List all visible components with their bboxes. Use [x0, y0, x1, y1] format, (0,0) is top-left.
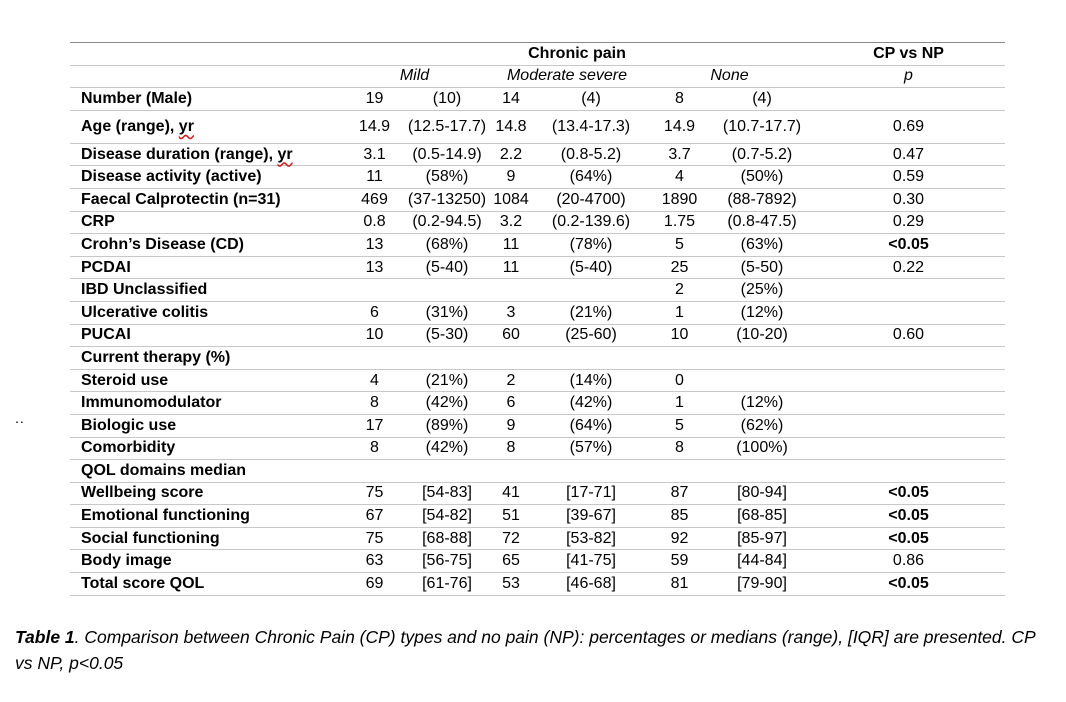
p-value-cell: <0.05 — [812, 573, 1005, 596]
value-cell: (0.8-5.2) — [535, 143, 647, 166]
table-row — [70, 166, 1005, 189]
value-cell — [487, 347, 535, 370]
value-cell: 17 — [342, 414, 407, 437]
value-cell — [342, 347, 407, 370]
row-label — [70, 460, 342, 483]
value-cell: 19 — [342, 88, 407, 111]
value-cell: 1084 — [487, 188, 535, 211]
table-row — [70, 110, 1005, 143]
value-cell: 1890 — [647, 188, 712, 211]
value-cell: (25-60) — [535, 324, 647, 347]
row-label-text: Body image — [81, 552, 172, 570]
value-cell: 0.8 — [342, 211, 407, 234]
value-cell: 8 — [647, 437, 712, 460]
row-label-text: Disease duration (range), — [81, 145, 278, 163]
table-row — [70, 550, 1005, 573]
value-cell: 13 — [342, 234, 407, 257]
value-cell: (64%) — [535, 414, 647, 437]
row-label — [70, 188, 342, 211]
value-cell: (21%) — [407, 369, 487, 392]
p-value-cell — [812, 437, 1005, 460]
value-cell: [80-94] — [712, 482, 812, 505]
value-cell: [39-67] — [535, 505, 647, 528]
value-cell: 11 — [487, 234, 535, 257]
value-cell: 53 — [487, 573, 535, 596]
p-value-cell — [812, 392, 1005, 415]
value-cell — [342, 279, 407, 302]
table-row — [70, 482, 1005, 505]
row-label — [70, 88, 342, 111]
value-cell: (0.2-139.6) — [535, 211, 647, 234]
value-cell — [407, 460, 487, 483]
value-cell: 14 — [487, 88, 535, 111]
value-cell: (10.7-17.7) — [712, 110, 812, 143]
p-value-cell — [812, 279, 1005, 302]
value-cell: [56-75] — [407, 550, 487, 573]
row-label — [70, 143, 342, 166]
value-cell: 14.9 — [647, 110, 712, 143]
row-label — [70, 256, 342, 279]
row-label — [70, 166, 342, 189]
row-label-text: Comorbidity — [81, 439, 176, 457]
value-cell — [487, 279, 535, 302]
value-cell: 65 — [487, 550, 535, 573]
p-value-cell: 0.59 — [812, 166, 1005, 189]
header-p: p — [812, 65, 1005, 88]
row-label-text: Crohn’s Disease (CD) — [81, 235, 244, 253]
value-cell: [79-90] — [712, 573, 812, 596]
value-cell: 4 — [342, 369, 407, 392]
value-cell: 51 — [487, 505, 535, 528]
row-label — [70, 301, 342, 324]
value-cell: [54-83] — [407, 482, 487, 505]
row-label-text: Faecal Calprotectin (n=31) — [81, 190, 281, 208]
value-cell: 14.8 — [487, 110, 535, 143]
value-cell: (21%) — [535, 301, 647, 324]
value-cell: 75 — [342, 482, 407, 505]
row-label-text: Wellbeing score — [81, 484, 204, 502]
value-cell: (42%) — [407, 437, 487, 460]
row-label — [70, 527, 342, 550]
value-cell: 75 — [342, 527, 407, 550]
row-label-text: Current therapy (%) — [81, 348, 231, 366]
value-cell: (14%) — [535, 369, 647, 392]
p-value-cell: <0.05 — [812, 482, 1005, 505]
value-cell: (5-50) — [712, 256, 812, 279]
value-cell: 11 — [487, 256, 535, 279]
p-value-cell: 0.47 — [812, 143, 1005, 166]
header-moderate-severe: Moderate severe — [487, 65, 647, 88]
row-label — [70, 211, 342, 234]
value-cell: 3 — [487, 301, 535, 324]
table-row — [70, 188, 1005, 211]
value-cell: 9 — [487, 166, 535, 189]
value-cell: [53-82] — [535, 527, 647, 550]
value-cell: (4) — [712, 88, 812, 111]
value-cell: (13.4-17.3) — [535, 110, 647, 143]
value-cell: (25%) — [712, 279, 812, 302]
value-cell: (62%) — [712, 414, 812, 437]
p-value-cell — [812, 88, 1005, 111]
stray-mark: .. — [15, 410, 25, 426]
value-cell: (31%) — [407, 301, 487, 324]
table-caption — [15, 624, 1055, 676]
p-value-cell: 0.60 — [812, 324, 1005, 347]
value-cell: (68%) — [407, 234, 487, 257]
row-label — [70, 369, 342, 392]
value-cell — [535, 460, 647, 483]
value-cell: (20-4700) — [535, 188, 647, 211]
value-cell: 8 — [342, 437, 407, 460]
row-label — [70, 482, 342, 505]
value-cell: 10 — [647, 324, 712, 347]
row-label-text: CRP — [81, 213, 115, 231]
value-cell: 85 — [647, 505, 712, 528]
value-cell: (89%) — [407, 414, 487, 437]
value-cell: 81 — [647, 573, 712, 596]
p-value-cell — [812, 301, 1005, 324]
value-cell: 3.2 — [487, 211, 535, 234]
header-mild: Mild — [342, 65, 487, 88]
value-cell: (57%) — [535, 437, 647, 460]
value-cell — [535, 347, 647, 370]
value-cell — [535, 279, 647, 302]
row-label-text: Social functioning — [81, 529, 220, 547]
row-label — [70, 414, 342, 437]
value-cell: (0.7-5.2) — [712, 143, 812, 166]
value-cell: 1 — [647, 301, 712, 324]
row-label — [70, 234, 342, 257]
row-label-unit: yr — [178, 117, 194, 135]
row-label-text: Age (range), — [81, 117, 179, 135]
value-cell — [647, 347, 712, 370]
value-cell: (12.5-17.7) — [407, 110, 487, 143]
row-label — [70, 347, 342, 370]
value-cell: [46-68] — [535, 573, 647, 596]
table-row — [70, 211, 1005, 234]
value-cell: 8 — [487, 437, 535, 460]
header-row-subgroup — [70, 65, 1005, 88]
value-cell: (50%) — [712, 166, 812, 189]
value-cell: 11 — [342, 166, 407, 189]
value-cell — [647, 460, 712, 483]
row-label-text: Disease activity (active) — [81, 168, 262, 186]
value-cell: 469 — [342, 188, 407, 211]
table-row — [70, 88, 1005, 111]
value-cell: 8 — [342, 392, 407, 415]
value-cell: (0.8-47.5) — [712, 211, 812, 234]
row-label — [70, 550, 342, 573]
header-cp-vs-np: CP vs NP — [812, 43, 1005, 66]
value-cell: 59 — [647, 550, 712, 573]
p-value-cell: 0.86 — [812, 550, 1005, 573]
value-cell — [342, 460, 407, 483]
table-row — [70, 301, 1005, 324]
p-value-cell — [812, 369, 1005, 392]
value-cell: (12%) — [712, 301, 812, 324]
value-cell: [17-71] — [535, 482, 647, 505]
p-value-cell: <0.05 — [812, 527, 1005, 550]
value-cell: (5-40) — [407, 256, 487, 279]
row-label-text: PUCAI — [81, 326, 131, 344]
header-row-group — [70, 43, 1005, 66]
table-row — [70, 505, 1005, 528]
value-cell: 4 — [647, 166, 712, 189]
value-cell: 9 — [487, 414, 535, 437]
table-row — [70, 414, 1005, 437]
table-row — [70, 324, 1005, 347]
value-cell: [68-85] — [712, 505, 812, 528]
value-cell: [41-75] — [535, 550, 647, 573]
value-cell: 67 — [342, 505, 407, 528]
value-cell: 1 — [647, 392, 712, 415]
value-cell: [44-84] — [712, 550, 812, 573]
value-cell: 6 — [342, 301, 407, 324]
value-cell: 2 — [647, 279, 712, 302]
row-label-text: Immunomodulator — [81, 394, 222, 412]
value-cell: (5-40) — [535, 256, 647, 279]
value-cell: 25 — [647, 256, 712, 279]
value-cell — [407, 347, 487, 370]
table-row — [70, 392, 1005, 415]
value-cell: (88-7892) — [712, 188, 812, 211]
value-cell: (64%) — [535, 166, 647, 189]
value-cell: 14.9 — [342, 110, 407, 143]
value-cell: (63%) — [712, 234, 812, 257]
value-cell: 72 — [487, 527, 535, 550]
value-cell: 10 — [342, 324, 407, 347]
value-cell: (10-20) — [712, 324, 812, 347]
table-row — [70, 279, 1005, 302]
p-value-cell — [812, 347, 1005, 370]
value-cell — [407, 279, 487, 302]
row-label-text: Number (Male) — [81, 89, 193, 107]
p-value-cell: 0.30 — [812, 188, 1005, 211]
value-cell: 60 — [487, 324, 535, 347]
row-label-text: IBD Unclassified — [81, 281, 208, 299]
table-row — [70, 527, 1005, 550]
value-cell: 5 — [647, 414, 712, 437]
row-label — [70, 279, 342, 302]
p-value-cell: 0.29 — [812, 211, 1005, 234]
table-row — [70, 369, 1005, 392]
row-label — [70, 505, 342, 528]
value-cell: [61-76] — [407, 573, 487, 596]
p-value-cell: <0.05 — [812, 234, 1005, 257]
row-label — [70, 324, 342, 347]
table-row — [70, 573, 1005, 596]
p-value-cell — [812, 414, 1005, 437]
row-label-text: Biologic use — [81, 416, 177, 434]
value-cell — [712, 347, 812, 370]
value-cell: 1.75 — [647, 211, 712, 234]
p-value-cell — [812, 460, 1005, 483]
value-cell: 69 — [342, 573, 407, 596]
value-cell: 8 — [647, 88, 712, 111]
value-cell: 5 — [647, 234, 712, 257]
row-label — [70, 110, 342, 143]
p-value-cell: 0.69 — [812, 110, 1005, 143]
value-cell: 92 — [647, 527, 712, 550]
value-cell: (0.5-14.9) — [407, 143, 487, 166]
value-cell: (100%) — [712, 437, 812, 460]
table-row — [70, 256, 1005, 279]
table-row — [70, 143, 1005, 166]
value-cell: 2.2 — [487, 143, 535, 166]
value-cell: (0.2-94.5) — [407, 211, 487, 234]
row-label-text: Emotional functioning — [81, 507, 250, 525]
table-row — [70, 234, 1005, 257]
row-label-text: Total score QOL — [81, 574, 205, 592]
value-cell: [54-82] — [407, 505, 487, 528]
value-cell: 3.7 — [647, 143, 712, 166]
value-cell: (58%) — [407, 166, 487, 189]
value-cell: (5-30) — [407, 324, 487, 347]
header-none: None — [647, 65, 812, 88]
row-label — [70, 392, 342, 415]
table-row — [70, 460, 1005, 483]
caption-text: . Comparison between Chronic Pain (CP) types and no pain (NP): percentages or medians (range), [IQR] are presented. CP vs NP, p<0.05 — [15, 627, 1036, 673]
value-cell: 3.1 — [342, 143, 407, 166]
value-cell: (78%) — [535, 234, 647, 257]
value-cell: (37-13250) — [407, 188, 487, 211]
value-cell: 41 — [487, 482, 535, 505]
value-cell: (12%) — [712, 392, 812, 415]
p-value-cell: 0.22 — [812, 256, 1005, 279]
row-label-text: PCDAI — [81, 258, 131, 276]
results-table — [70, 42, 1005, 596]
p-value-cell: <0.05 — [812, 505, 1005, 528]
caption-lead: Table 1 — [15, 627, 75, 647]
value-cell: [85-97] — [712, 527, 812, 550]
value-cell: (42%) — [535, 392, 647, 415]
value-cell: 6 — [487, 392, 535, 415]
table-row — [70, 437, 1005, 460]
value-cell: 63 — [342, 550, 407, 573]
value-cell: (42%) — [407, 392, 487, 415]
value-cell — [487, 460, 535, 483]
value-cell: (4) — [535, 88, 647, 111]
table-row — [70, 347, 1005, 370]
value-cell: 87 — [647, 482, 712, 505]
value-cell: [68-88] — [407, 527, 487, 550]
value-cell — [712, 369, 812, 392]
value-cell: 13 — [342, 256, 407, 279]
value-cell: 2 — [487, 369, 535, 392]
row-label-text: QOL domains median — [81, 461, 247, 479]
header-chronic-pain: Chronic pain — [342, 43, 812, 66]
value-cell: 0 — [647, 369, 712, 392]
value-cell: (10) — [407, 88, 487, 111]
row-label-unit: yr — [277, 145, 293, 163]
row-label-text: Steroid use — [81, 371, 169, 389]
row-label — [70, 573, 342, 596]
row-label-text: Ulcerative colitis — [81, 303, 209, 321]
value-cell — [712, 460, 812, 483]
row-label — [70, 437, 342, 460]
